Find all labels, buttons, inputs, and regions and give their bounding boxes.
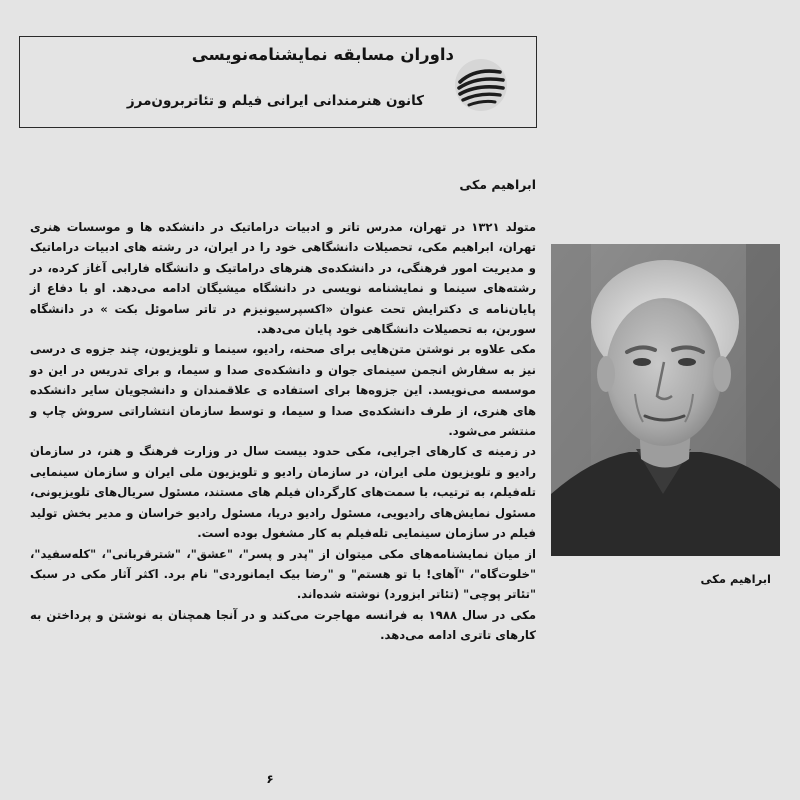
photo-caption: ابراهیم مکی xyxy=(700,572,771,586)
biography-text xyxy=(30,217,536,646)
paragraph-writing: مکی علاوه بر نوشتن متن‌هایی برای صحنه، رادیو، سینما و تلویزیون، چند جزوه ی درسی نیز به سفارش انجمن سینمای جوان و دانشکده‌ی صدا و سیما، و برای تدریس در این دو موسسه می‌نویسد. این جزوه‌ها برای استفاده ی علاقمندان و دانشجویان سایر دانشکده های هنری، از طرف دانشکده‌ی صدا و سیما، و توسط سازمان انتشاراتی سروش چاپ و منتشر می‌شود. xyxy=(30,342,536,439)
paragraph-education: متولد ۱۳۲۱ در تهران، مدرس تاتر و ادبیات دراماتیک در دانشکده ها و موسسات هنری تهران، ابراهیم مکی، تحصیلات دانشگاهی خود را در ایران، در رشته های ادبیات دراماتیک و مدیریت امور فرهنگی، در دانشکده‌ی هنرهای دراماتیک و دانشگاه فارابی آغاز کرده، در رشته‌های سینما و نمایشنامه نویسی در دانشگاه میشیگان ادامه می‌دهد. او با دفاع از پایان‌نامه ی دکترایش تحت عنوان «اکسپرسیونیزم در تاتر ساموئل بکت » در دانشگاه سوربن، به تحصیلات دانشگاهی خود پایان می‌دهد. xyxy=(30,220,536,337)
section-heading: ابراهیم مکی xyxy=(459,177,536,192)
organization-logo xyxy=(453,57,509,113)
page-title: داوران مسابقه نمایشنامه‌نویسی xyxy=(191,45,454,64)
paragraph-emigration: مکی در سال ۱۹۸۸ به فرانسه مهاجرت می‌کند و در آنجا همچنان به نوشتن و پرداختن به کارهای تاتری ادامه می‌دهد. xyxy=(30,607,536,643)
header-box xyxy=(19,36,537,128)
page-number: ۶ xyxy=(266,772,274,786)
portrait-photo xyxy=(551,244,780,556)
paragraph-plays: از میان نمایشنامه‌های مکی میتوان از "پدر و پسر"، "عشق"، "شترقربانی"، "کله‌سفید"، "خلوت‌گاه"، "آهای! با تو هستم" و "رضا بیک ایمانوردی" نام برد. اکثر آثار مکی در سبک "تئاتر پوچی" (تئاتر ابزورد) نوشته شده‌اند. xyxy=(30,546,536,602)
page-subtitle: کانون هنرمندانی ایرانی فیلم و تئاتربرون‌مرز xyxy=(126,93,424,109)
paragraph-career: در زمینه ی کارهای اجرایی، مکی حدود بیست سال در وزارت فرهنگ و هنر، در سازمان رادیو و تلویزیون ملی ایران، در سازمان رادیو و تلویزیون ملی ایران و سازمان سینمایی تله‌فیلم، به ترتیب، با سمت‌های کارگردان فیلم های مستند، مسئول سریال‌های تلویزیونی، مسئول نمایش‌های رادیویی، مسئول رادیو دریا، مسئول رادیو خراسان و مدیر بخش تولید فیلم در سازمان سینمایی تله‌فیلم به کار مشغول بوده است. xyxy=(30,444,536,541)
